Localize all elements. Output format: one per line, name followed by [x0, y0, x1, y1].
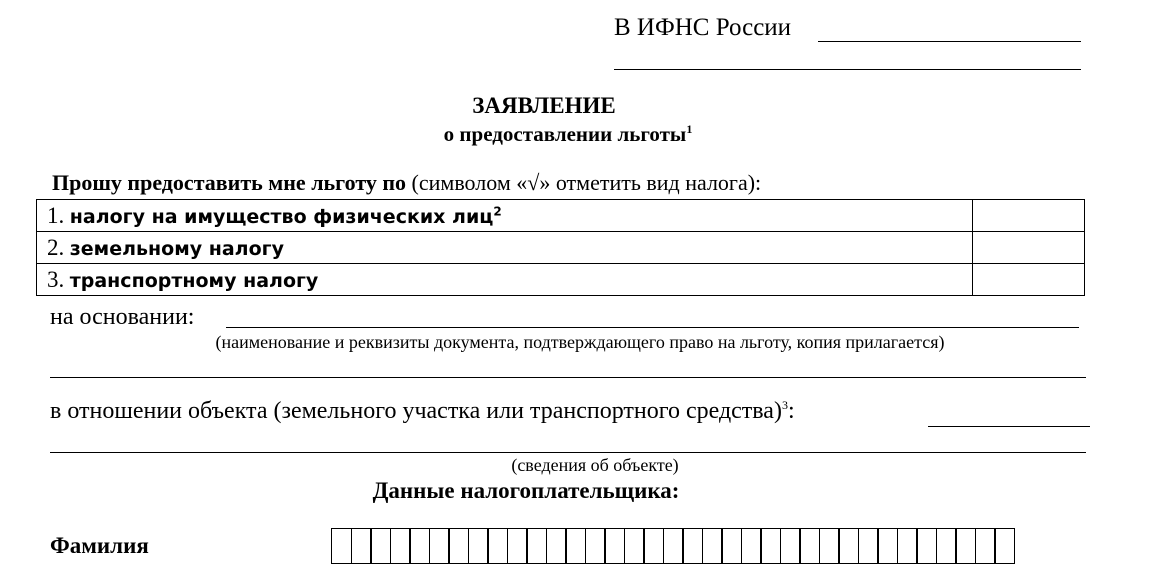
- document-title: ЗАЯВЛЕНИЕ: [472, 93, 616, 118]
- request-text: [52, 170, 761, 196]
- last-name-char-cell[interactable]: [409, 528, 430, 564]
- tax-checkbox-land[interactable]: [972, 232, 1084, 264]
- recipient-line-1[interactable]: [818, 41, 1081, 42]
- last-name-char-cell[interactable]: [858, 528, 879, 564]
- object-footnote: 3: [781, 398, 788, 412]
- tax-row: [37, 200, 1085, 232]
- last-name-char-cell[interactable]: [780, 528, 801, 564]
- last-name-char-cell[interactable]: [702, 528, 723, 564]
- tax-row-label: транспортному налогу: [69, 269, 319, 292]
- last-name-char-cell[interactable]: [429, 528, 450, 564]
- last-name-char-cell[interactable]: [760, 528, 781, 564]
- last-name-char-cell[interactable]: [663, 528, 684, 564]
- last-name-char-cell[interactable]: [799, 528, 820, 564]
- last-name-char-cell[interactable]: [936, 528, 957, 564]
- object-label: [50, 398, 795, 425]
- basis-label: на основании:: [50, 304, 195, 330]
- last-name-char-cell[interactable]: [838, 528, 859, 564]
- object-label-text: в отношении объекта (земельного участка или транспортного средства): [50, 398, 782, 424]
- tax-row: [37, 264, 1085, 296]
- document-subtitle: [0, 122, 1136, 147]
- last-name-char-cell[interactable]: [468, 528, 489, 564]
- object-label-suffix: :: [787, 398, 795, 424]
- last-name-char-cell[interactable]: [877, 528, 898, 564]
- tax-label-cell: [37, 264, 973, 296]
- tax-row-label: земельному налогу: [69, 237, 284, 260]
- recipient-label: В ИФНС России: [614, 14, 792, 41]
- last-name-char-cell[interactable]: [819, 528, 840, 564]
- tax-row-number: 3.: [47, 266, 65, 292]
- last-name-char-cell[interactable]: [994, 528, 1015, 564]
- last-name-char-cell[interactable]: [682, 528, 703, 564]
- last-name-char-cell[interactable]: [585, 528, 606, 564]
- last-name-char-cell[interactable]: [916, 528, 937, 564]
- last-name-label: Фамилия: [50, 533, 149, 558]
- last-name-char-cell[interactable]: [721, 528, 742, 564]
- object-hint: (сведения об объекте): [511, 455, 679, 475]
- tax-row: [37, 232, 1085, 264]
- tax-row-label-text: налогу на имущество физических лиц: [69, 205, 494, 228]
- last-name-char-cell[interactable]: [643, 528, 664, 564]
- last-name-char-cell[interactable]: [507, 528, 528, 564]
- last-name-char-cell[interactable]: [487, 528, 508, 564]
- tax-label-cell: [37, 232, 973, 264]
- tax-row-number: 1.: [47, 202, 65, 228]
- last-name-char-cell[interactable]: [565, 528, 586, 564]
- last-name-char-cell[interactable]: [897, 528, 918, 564]
- last-name-char-cell[interactable]: [624, 528, 645, 564]
- last-name-char-cell[interactable]: [370, 528, 391, 564]
- last-name-char-cell[interactable]: [955, 528, 976, 564]
- tax-row-label: [70, 206, 502, 228]
- last-name-char-cell[interactable]: [526, 528, 547, 564]
- last-name-char-cell[interactable]: [331, 528, 352, 564]
- subtitle-text: о предоставлении льготы: [443, 122, 687, 146]
- tax-checkbox-property[interactable]: [972, 200, 1084, 232]
- object-line-2[interactable]: [50, 452, 1086, 453]
- basis-hint: (наименование и реквизиты документа, подтверждающего право на льготу, копия прилагается): [215, 332, 945, 352]
- last-name-cells: [331, 528, 1014, 564]
- basis-line-2[interactable]: [50, 377, 1086, 378]
- tax-row-footnote: 2: [493, 204, 502, 219]
- tax-row-number: 2.: [47, 234, 65, 260]
- basis-line[interactable]: [226, 327, 1079, 328]
- last-name-char-cell[interactable]: [390, 528, 411, 564]
- tax-label-cell: [37, 200, 973, 232]
- last-name-char-cell[interactable]: [546, 528, 567, 564]
- last-name-char-cell[interactable]: [448, 528, 469, 564]
- request-normal: (символом «√» отметить вид налога):: [406, 170, 762, 195]
- object-line[interactable]: [928, 426, 1090, 427]
- last-name-char-cell[interactable]: [351, 528, 372, 564]
- tax-checkbox-transport[interactable]: [972, 264, 1084, 296]
- taxpayer-heading: Данные налогоплательщика:: [372, 478, 680, 503]
- last-name-char-cell[interactable]: [975, 528, 996, 564]
- last-name-char-cell[interactable]: [604, 528, 625, 564]
- last-name-char-cell[interactable]: [741, 528, 762, 564]
- tax-type-table: [36, 199, 1085, 296]
- request-bold: Прошу предоставить мне льготу по: [52, 170, 407, 195]
- recipient-line-2[interactable]: [614, 69, 1081, 70]
- subtitle-footnote: 1: [686, 122, 693, 136]
